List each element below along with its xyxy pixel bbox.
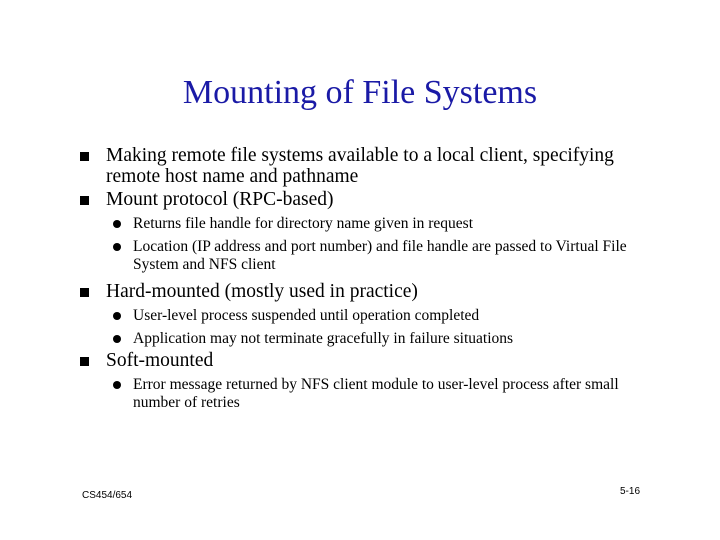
square-bullet-icon	[80, 152, 89, 161]
bullet-item	[80, 189, 660, 210]
sub-bullet-item	[80, 238, 660, 274]
round-bullet-icon	[113, 335, 121, 343]
round-bullet-icon	[113, 243, 121, 251]
course-code: CS454/654	[82, 490, 133, 501]
sub-bullet-item	[80, 215, 660, 233]
round-bullet-icon	[113, 381, 121, 389]
round-bullet-icon	[113, 220, 121, 228]
bullet-text: Making remote file systems available to a local client, specifying remote host name and pathname	[106, 145, 614, 187]
sub-bullet-text: Error message returned by NFS client module to user-level process after small number of retries	[133, 376, 619, 411]
bullet-item	[80, 145, 660, 187]
sub-bullet-text: Application may not terminate gracefully in failure situations	[133, 330, 514, 347]
sub-bullet-text: Location (IP address and port number) and file handle are passed to Virtual File System and NFS client	[133, 238, 627, 273]
sub-bullet-item	[80, 307, 660, 325]
square-bullet-icon	[80, 196, 89, 205]
bullet-item	[80, 281, 660, 302]
bullet-text: Hard-mounted (mostly used in practice)	[106, 281, 418, 302]
sub-bullet-item	[80, 376, 660, 412]
sub-bullet-text: Returns file handle for directory name given in request	[133, 215, 474, 232]
bullet-item	[80, 350, 660, 371]
sub-bullet-item	[80, 330, 660, 348]
bullet-list	[80, 145, 660, 412]
slide-number: 5-16	[619, 486, 640, 497]
bullet-text: Soft-mounted	[106, 350, 214, 371]
square-bullet-icon	[80, 288, 89, 297]
sub-bullet-text: User-level process suspended until operation completed	[133, 307, 480, 324]
slide-title: Mounting of File Systems	[182, 74, 538, 111]
square-bullet-icon	[80, 357, 89, 366]
round-bullet-icon	[113, 312, 121, 320]
bullet-text: Mount protocol (RPC-based)	[106, 189, 334, 210]
